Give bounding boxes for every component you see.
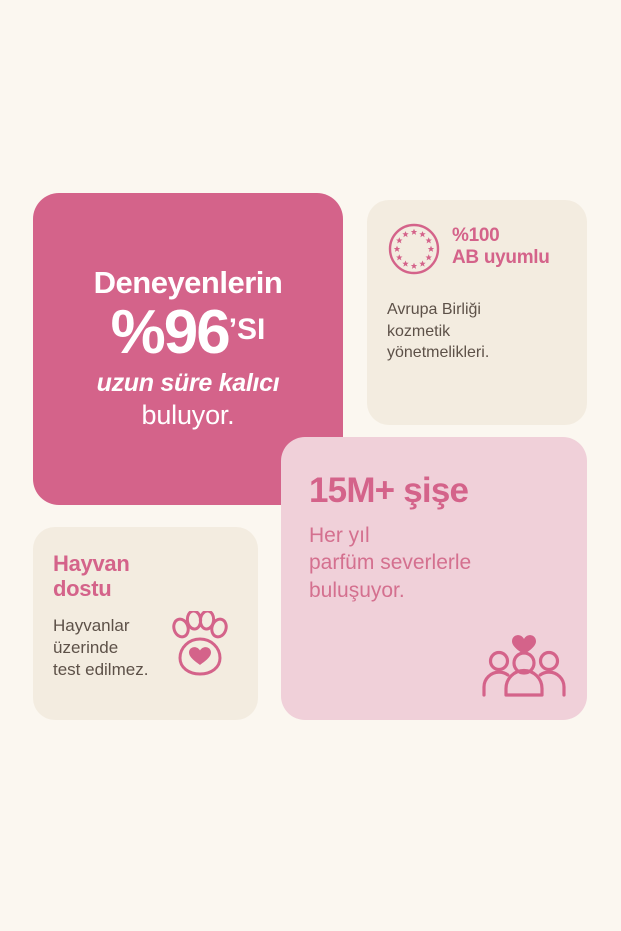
paw-heart-icon bbox=[168, 611, 232, 682]
eu-body bbox=[387, 299, 567, 364]
eu-card-header bbox=[387, 222, 567, 281]
bottles-body bbox=[309, 522, 559, 604]
card-animal-friendly bbox=[33, 527, 258, 720]
stat-line-1: Deneyenlerin bbox=[93, 265, 283, 301]
stat-percentage-number: %96 bbox=[110, 297, 229, 367]
card-bottles-sold bbox=[281, 437, 587, 720]
stat-line-4: buluyor. bbox=[141, 400, 235, 431]
animal-body-line-3: test edilmez. bbox=[53, 659, 149, 679]
stat-percentage bbox=[110, 297, 266, 367]
bottles-title: 15M+ şişe bbox=[309, 471, 469, 510]
people-heart-icon bbox=[481, 623, 567, 702]
stat-percentage-suffix: ’SI bbox=[228, 312, 266, 346]
eu-body-line-3: yönetmelikleri. bbox=[387, 344, 490, 362]
card-eu-compliance bbox=[367, 200, 587, 425]
eu-body-line-2: kozmetik bbox=[387, 322, 451, 340]
animal-body-line-1: Hayvanlar bbox=[53, 615, 130, 635]
animal-title-line-1: Hayvan bbox=[53, 551, 130, 576]
eu-title bbox=[452, 222, 550, 269]
eu-stars-icon bbox=[387, 222, 441, 281]
bottles-body-line-3: buluşuyor. bbox=[309, 578, 405, 602]
animal-title bbox=[53, 551, 238, 602]
eu-title-line-1: %100 bbox=[452, 225, 500, 246]
eu-title-line-2: AB uyumlu bbox=[452, 246, 550, 268]
bottles-body-line-1: Her yıl bbox=[309, 524, 370, 547]
animal-body bbox=[53, 615, 173, 681]
eu-body-line-1: Avrupa Birliği bbox=[387, 301, 481, 318]
animal-body-line-2: üzerinde bbox=[53, 637, 119, 657]
stat-line-3: uzun süre kalıcı bbox=[96, 368, 280, 397]
bottles-body-line-2: parfüm severlerle bbox=[309, 551, 472, 575]
animal-title-line-2: dostu bbox=[53, 576, 112, 602]
